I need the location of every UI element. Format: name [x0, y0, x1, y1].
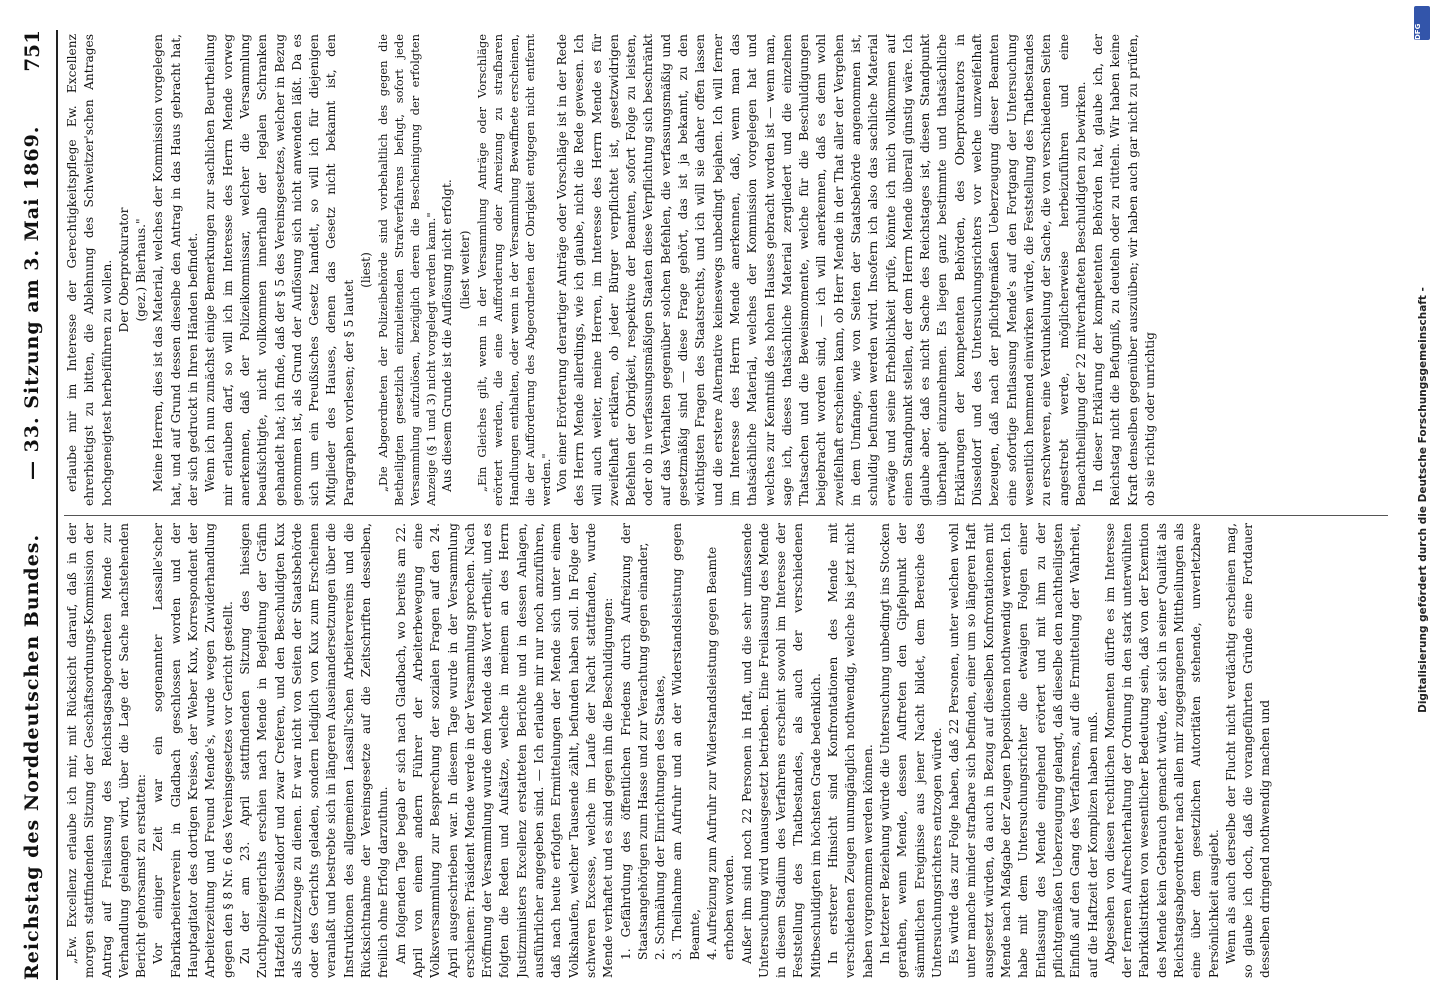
signature-title: Der Oberprokurator [116, 207, 131, 333]
paragraph: In dieser Erklärung der kompetenten Behörden hat, glaube ich, der Reichstag nicht die Befugniß, zu deuteln oder zu rütteln. Wir haben keine Kraft denselben gegenüber auszuüben; wir haben auch gar nicht zu prüfen, ob sie richtig oder unrichtig [1091, 34, 1158, 506]
left-text-column [64, 523, 1388, 978]
list-item: 3. Theilnahme am Aufruhr und an der Widerstandsleistung gegen Beamte, [670, 523, 702, 960]
paragraph: erhoben worden. [722, 854, 737, 960]
quoted-law: „Ein Gleiches gilt, wenn in der Versammlung Anträge oder Vorschläge erörtert werden, die eine Aufforderung oder Anreizung zu strafbaren Handlungen enthalten, oder wenn in der Versammlung Bewaffnete erscheinen, die der Aufforderung des Abgeordneten der Obrigkeit entgegen nicht entfernt werden." [474, 34, 553, 506]
page-header [8, 30, 58, 980]
stage-direction: (liest) [359, 252, 374, 288]
paragraph: Meine Herren, dies ist das Material, welches der Kommission vorgelegen hat, und auf Grund dessen dieselbe den Antrag in das Haus gebracht hat, der sich gedruckt in Ihren Händen befindet. [151, 34, 201, 506]
paragraph: Wenn ich nun zunächst einige Bemerkungen zur sachlichen Beurtheilung mir erlauben darf, so will ich im Interesse des Herrn Mende vorweg anerkennen, daß der Polizeikommissar, welcher die Versammlung beaufsichtigte, nicht vollkommen innerhalb der legalen Schranken gehandelt hat; ich finde, daß der § 5 des Vereinsgesetzes, welcher in Bezug genommen ist, als Grund der Auflösung sich nicht anwenden läßt. Da es sich um ein Preußisches Gesetz handelt, so will ich für diejenigen Mitglieder des Hauses, denen das Gesetz nicht bekannt ist, den Paragraphen vorlesen; der § 5 lautet [203, 34, 356, 506]
paragraph: In letzterer Beziehung würde die Untersuchung unbedingt ins Stocken gerathen, wenn Mende, dessen Auftreten den Gipfelpunkt der sämmtlichen Ereignisse aus jener Nacht bildet, dem Bereiche des Untersuchungsrichters entzogen würde. [877, 523, 944, 978]
masthead-title: Reichstag des Norddeutschen Bundes. [21, 533, 43, 980]
paragraph: Von einer Erörterung derartiger Anträge oder Vorschläge ist in der Rede des Herrn Mende allerdings, wie ich glaube, nicht die Rede gewesen. Ich will auch weiter, meine Herren, im Interesse des Herrn Mende es für zweifelhaft erklären, ob jeder Bürger verpflichtet ist, gesetzwidrigen Befehlen der Obrigkeit, respektive der Beamten, sofort Folge zu leisten, oder ob in verfassungsmäßigen Staaten diese Verpflichtung sich beschränkt auf das Verhalten gegenüber solchen Befehlen, die verfassungsmäßig und gesetzmäßig sind — diese Frage gehört, das ist ja bekannt, zu den wichtigsten Fragen des Staatsrechts, und ich will sie daher offen lassen und die erstere Alternative keineswegs unbedingt bejahen. Ich will ferner im Interesse des Herrn Mende anerkennen, daß, wenn man das thatsächliche Material, welches der Kommission vorgelegen hat und welches zur Kenntniß des hohen Hauses gebracht worden ist — wenn man, sage ich, dieses thatsächliche Material zergliedert und die einzelnen Thatsachen und die Beweismomente, welche für die Beschuldigungen beigebracht worden sind, — ich will anerkennen, daß es denn wohl zweifelhaft erscheinen kann, ob Herr Mende in der That aller der Vergehen in dem Umfange, wie von Seiten der Staatsbehörde angenommen ist, schuldig befunden werden wird. Insofern ich also das sachliche Material erwäge und seine Erheblichkeit prüfe, könnte ich mich vollkommen auf einen Standpunkt stellen, der dem Herrn Mende überall günstig wäre. Ich glaube aber, daß es nicht Sache des Reichstages ist, diesen Standpunkt überhaupt einzunehmen. Es liegen ganz bestimmte und thatsächliche Erklärungen der kompetenten Behörden, des Oberprokurators in Düsseldorf und des Untersuchungsrichters vor welche unzweifelhaft bezeugen, daß nach der pflichtgemäßen Ueberzeugung dieser Beamten eine sofortige Entlassung Mende's auf den Fortgang der Untersuchung wesentlich hemmend einwirken würde, die Feststellung des Thatbestandes zu erschweren, eine Verdunkelung der Sache, die von verschiedenen Seiten angestrebt werde, möglicherweise herbeizuführen und eine Benachtheiligung der 22 mitverhafteten Beschuldigten zu bewirken. [554, 34, 1088, 506]
column-divider [64, 515, 1388, 516]
paragraph: Zu der am 23. April stattfindenden Sitzung des hiesigen Zuchtpolizeigerichts erschien nach Mende in Begleitung der Gräfin Hatzfeld in Düsseldorf und zwar Creferen, und den Beschuldigten Kux als Schutzzeuge zu dienen. Er war nicht von Seiten der Staatsbehörde oder des Gerichts geladen, sondern lediglich von Kux zum Erscheinen veranlaßt und bestrebte sich in längeren Auseinandersetzungen über die Instruktionen des allgemeinen Lassall'schen Arbeitervereins und die Rücksichtnahme der Vereinsgesetze auf die Zeitschriften desselben, freilich ohne Erfolg darzuthun. [237, 523, 391, 978]
digitization-credit [1414, 12, 1432, 988]
stage-direction: (liest weiter) [457, 230, 472, 310]
quoted-law: „Die Abgeordneten der Polizeibehörde sind vorbehaltlich des gegen die Betheiligten gesetzlich einzuleitenden Strafverfahrens befugt, sofort jede Versammlung aufzulösen, bezüglich deren die Bescheinigung der erfolgten Anzeige (§ 1 und 3) nicht vorgelegt werden kann." [376, 34, 439, 506]
list-item: 2. Schmähung der Einrichtungen des Staates, [653, 675, 668, 960]
paragraph: Abgesehen von diesen rechtlichen Momenten dürfte es im Interesse der ferneren Aufrechterhaltung der Ordnung in den stark unterwühlten Fabrikdistrikten von wesentlicher Bedeutung sein, daß von der Exemtion des Mende kein Gebrauch gemacht würde, der sich in seiner Qualität als Reichstagsabgeordneter nach allen mir zugegangenen Mittheilungen als eine über dem gesetzlichen Autoritäten stehende, unverletzbare Persönlichkeit ausgiebt. [1102, 523, 1221, 978]
paragraph: Außer ihm sind noch 22 Personen in Haft, und die sehr umfassende Untersuchung wird unausgesetzt betrieben. Eine Freilassung des Mende in diesem Stadium des Verfahrens erscheint sowohl im Interesse der Feststellung des Thatbestandes, als auch der verschiedenen Mitbeschuldigten im höchsten Grade bedenklich. [739, 523, 823, 978]
list-item: 1. Gefährdung des öffentlichen Friedens durch Aufreizung der Staatsangehörigen zum Hasse und zur Verachtung gegen einander, [618, 523, 650, 960]
paragraph: Wenn als auch derselbe der Flucht nicht verdächtig erscheinen mag, so glaube ich doch, daß die vorangeführten Gründe eine Fortdauer desselben dringend nothwendig machen und [1223, 523, 1273, 978]
page-number: 751 [20, 30, 44, 72]
paragraph: Am folgenden Tage begab er sich nach Gladbach, wo bereits am 22. April von einem andern Führer der Arbeiterbewegung eine Volksversammlung zur Besprechung der sozialen Fragen auf den 24. April ausgeschrieben war. In diesem Tage wurde in der Versammlung erschienen: Präsident Mende werde in der Versammlung sprechen. Nach Eröffnung der Versammlung wurde dem Mende das Wort ertheilt, und es folgten die Reden und Aufsätze, welche in meinem an des Herrn Justizministers Excellenz erstatteten Berichte und in dessen Anlagen, ausführlicher angegeben sind. — Ich erlaube mir nur noch anzuführen, daß nach heute erfolgten Ermittelungen der Mende sich unter einem Volkshaufen, welcher Tausende zählt, befunden haben soll. In Folge der schweren Excesse, welche im Laufe der Nacht stattfanden, wurde Mende verhaftet und es sind gegen ihn die Beschuldigungen: [393, 523, 616, 978]
paragraph: erlaube mir im Interesse der Gerechtigkeitspflege Ew. Excellenz ehrerbietigst zu bitten, die Ablehnung des Schweitzer'schen Antrages hochgeneigtest herbeiführen zu wollen. [65, 34, 114, 506]
session-date-title: — 33. Sitzung am 3. Mai 1869. [21, 125, 43, 481]
signature-name: (gez.) Bierhaus." [134, 218, 149, 322]
right-text-column [64, 34, 1388, 506]
credit-text: Digitalisierung gefördert durch die Deutsche Forschungsgemeinschaft - [1417, 287, 1429, 713]
paragraph: In ersterer Hinsicht sind Konfrontationen des Mende mit verschiedenen Zeugen unumgänglich nothwendig, welche bis jetzt nicht haben vorgenommen werden können. [826, 523, 875, 978]
paragraph: „Ew. Excellenz erlaube ich mir, mit Rücksicht darauf, daß in der morgen stattfindenden Sitzung der Geschäftsordnungs-Kommission der Antrag auf Freilassung des Reichstagsabgeordneten Mende zur Verhandlung gelangen wird, über die Lage der Sache nachstehenden Bericht gehorsamst zu erstatten: [65, 523, 149, 978]
dfg-logo: DFG [1414, 6, 1430, 40]
paragraph: Aus diesem Grunde ist die Auflösung nicht erfolgt. [440, 179, 455, 492]
paragraph: Vor einiger Zeit war ein sogenannter Lassalle'scher Fabrikarbeiterverein in Gladbach geschlossen worden und der Hauptagitator des dortigen Kreises, der Weber Kux, Korrespondent der Arbeiterzeitung und Freund Mende's, wurde wegen Zuwiderhandlung gegen den § 8 Nr. 6 des Vereinsgesetzes vor Gericht gestellt. [151, 523, 235, 978]
list-item: 4. Aufreizung zum Aufruhr zur Widerstandsleistung gegen Beamte [704, 546, 719, 960]
paragraph: Es würde das zur Folge haben, daß 22 Personen, unter welchen wohl unter manche minder strafbare sich befinden, einer um so längeren Haft ausgesetzt würden, da auch in Bezug auf dieselben Konfrontationen mit Mende nach Maßgabe der Zeugen Depositionen nothwendig werden. Ich habe mit dem Untersuchungsrichter die etwaigen Folgen einer Entlassung des Mende eingehend erörtert und mit ihm zu der pflichtgemäßen Ueberzeugung gelangt, daß dieselbe den nachtheiligsten Einfluß auf den Gang des Verfahrens, auf die Ermittelung der Wahrheit, auf die Haftzeit der Komplizen haben muß. [947, 523, 1100, 978]
